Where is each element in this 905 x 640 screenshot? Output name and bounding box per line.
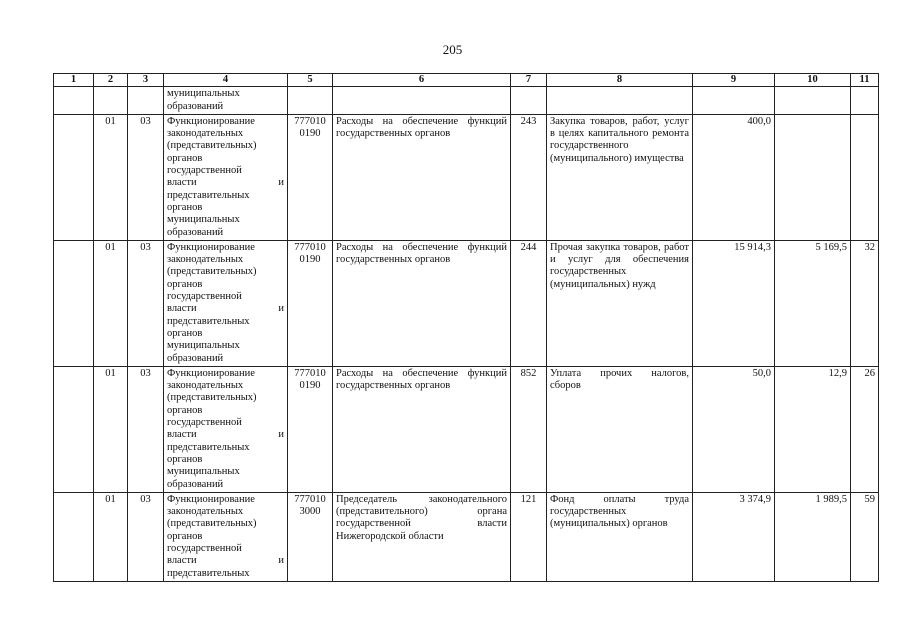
cell-section: 01 bbox=[94, 492, 128, 581]
cell-subsection: 03 bbox=[128, 366, 164, 492]
cell-subsection: 03 bbox=[128, 240, 164, 366]
header-col-4: 4 bbox=[164, 74, 288, 87]
header-col-8: 8 bbox=[547, 74, 693, 87]
cell-target-code: 777010 0190 bbox=[288, 366, 333, 492]
cell-expense-type: 244 bbox=[511, 240, 547, 366]
header-col-3: 3 bbox=[128, 74, 164, 87]
cell-expense-type-name: Закупка товаров, работ, услуг в целях капитального ремонта государственного (муниципального) имущества bbox=[547, 114, 693, 240]
cell-subsection: 03 bbox=[128, 114, 164, 240]
cell-expense-name: Расходы на обеспечение функций государственных органов bbox=[333, 114, 511, 240]
cell-expense-type-name: Фонд оплаты труда государственных (муниципальных) органов bbox=[547, 492, 693, 581]
cell-target-code: 777010 0190 bbox=[288, 114, 333, 240]
header-col-7: 7 bbox=[511, 74, 547, 87]
header-col-6: 6 bbox=[333, 74, 511, 87]
cell-subsection: 03 bbox=[128, 492, 164, 581]
continuation-row bbox=[54, 87, 879, 115]
cell-amount-planned: 15 914,3 bbox=[693, 240, 775, 366]
cell-percent: 26 bbox=[851, 366, 879, 492]
cell-percent: 59 bbox=[851, 492, 879, 581]
cell-expense-type: 852 bbox=[511, 366, 547, 492]
cell-section: 01 bbox=[94, 366, 128, 492]
cell-expense-name: Расходы на обеспечение функций государственных органов bbox=[333, 366, 511, 492]
cell-expense-type: 243 bbox=[511, 114, 547, 240]
cell-percent bbox=[851, 114, 879, 240]
cell-section: 01 bbox=[94, 114, 128, 240]
cell-description: Функционирование законодательных (представительных) органов государственной власти и представительных органов муниципальных образований bbox=[164, 366, 288, 492]
cell-description: Функционирование законодательных (представительных) органов государственной власти и представительных органов муниципальных образований bbox=[164, 114, 288, 240]
header-col-2: 2 bbox=[94, 74, 128, 87]
cell-section: 01 bbox=[94, 240, 128, 366]
table-row bbox=[54, 114, 879, 240]
cell-expense-name: Председатель законодательного (представительного) органа государственной власти Нижегородской области bbox=[333, 492, 511, 581]
description-line: образований bbox=[167, 100, 224, 112]
cell-amount-executed: 12,9 bbox=[775, 366, 851, 492]
header-col-10: 10 bbox=[775, 74, 851, 87]
description-line: муниципальных bbox=[167, 88, 240, 100]
cell-description bbox=[164, 87, 288, 115]
cell-amount-planned: 400,0 bbox=[693, 114, 775, 240]
cell-expense-name: Расходы на обеспечение функций государственных органов bbox=[333, 240, 511, 366]
cell-amount-planned: 50,0 bbox=[693, 366, 775, 492]
cell-target-code: 777010 3000 bbox=[288, 492, 333, 581]
cell-percent: 32 bbox=[851, 240, 879, 366]
table-row bbox=[54, 240, 879, 366]
table-row bbox=[54, 366, 879, 492]
page-number: 205 bbox=[442, 42, 463, 57]
cell-amount-executed bbox=[775, 114, 851, 240]
cell-description: Функционирование законодательных (представительных) органов государственной власти и представительных органов муниципальных образований bbox=[164, 240, 288, 366]
cell-expense-type-name: Прочая закупка товаров, работ и услуг для обеспечения государственных (муниципальных) нужд bbox=[547, 240, 693, 366]
header-col-11: 11 bbox=[851, 74, 879, 87]
header-col-1: 1 bbox=[54, 74, 94, 87]
cell-target-code: 777010 0190 bbox=[288, 240, 333, 366]
header-col-5: 5 bbox=[288, 74, 333, 87]
table-row bbox=[54, 492, 879, 581]
cell-amount-planned: 3 374,9 bbox=[693, 492, 775, 581]
cell-expense-type-name: Уплата прочих налогов, сборов bbox=[547, 366, 693, 492]
cell-amount-executed: 1 989,5 bbox=[775, 492, 851, 581]
header-col-9: 9 bbox=[693, 74, 775, 87]
cell-expense-type: 121 bbox=[511, 492, 547, 581]
cell-amount-executed: 5 169,5 bbox=[775, 240, 851, 366]
cell-description: Функционирование законодательных (представительных) органов государственной власти и представительных bbox=[164, 492, 288, 581]
table-header-row bbox=[54, 74, 879, 87]
budget-table bbox=[53, 73, 879, 582]
